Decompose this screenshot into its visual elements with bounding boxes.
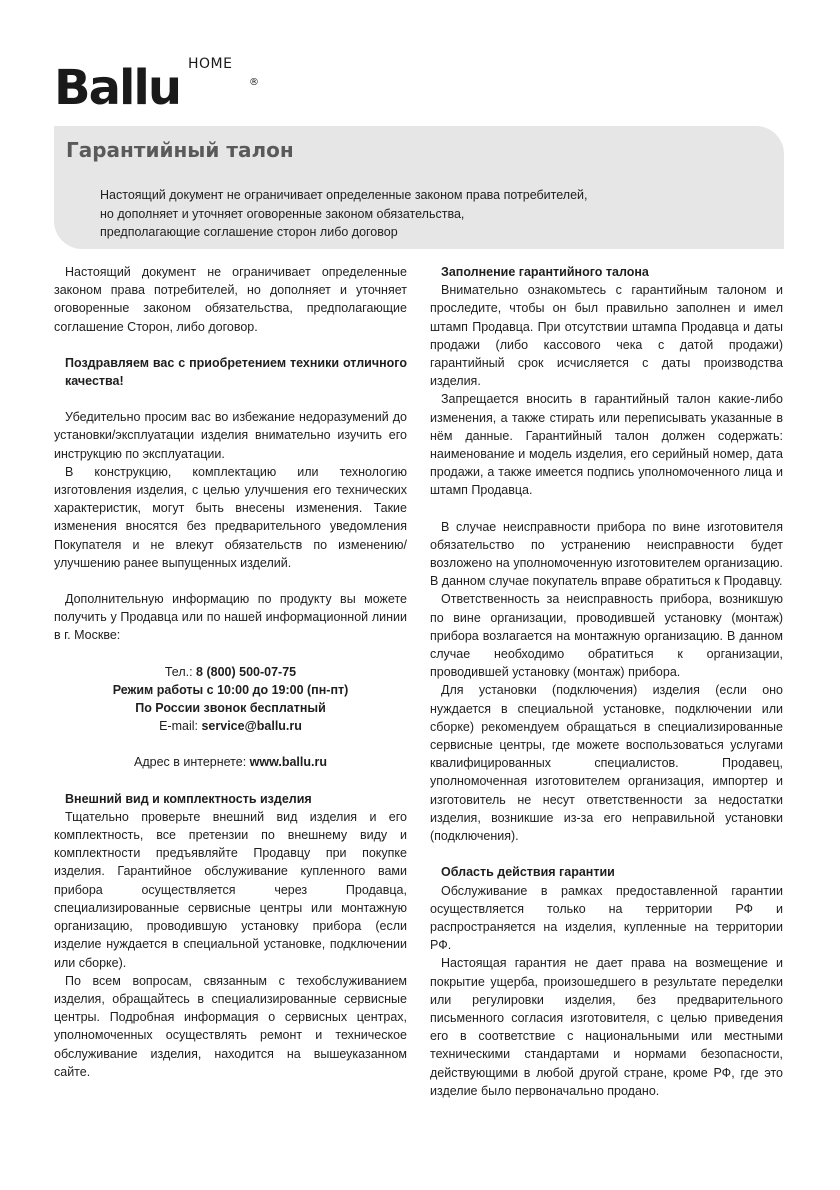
- free-call-note: По России звонок бесплатный: [135, 701, 326, 716]
- logo-brand: Ballu: [54, 60, 181, 116]
- intro-line: Настоящий документ не ограничивает определенные законом права потребителей,: [100, 188, 588, 202]
- website-label: Адрес в интернете:: [134, 755, 250, 770]
- congrats-heading: Поздравляем вас с приобретением техники отличного качества!: [65, 355, 407, 389]
- phone-label: Тел.:: [164, 664, 197, 679]
- paragraph-check-coupon: Внимательно ознакомьтесь с гарантийным талоном и проследите, чтобы он был правильно заполнен и имел штамп Продавца. При отсутствии штампа Продавца и даты продажи (либо кассового чека с датой продажи) гарантийный срок исчисляется с даты производства изделия.: [430, 283, 783, 389]
- logo-registered-mark: ®: [249, 77, 259, 88]
- paragraph-installation: Для установки (подключения) изделия (если оно нуждается в специальной установке, подключении или сборке) рекомендуем обращаться в специализированные сервисные центры, где можете воспользоваться услугами квалифицированных специалистов. Продавец, уполномоченная изготовителем организация, импортер и изготовитель не несут ответственности за недостатки изделия, возникшие из-за его неправильной установки (подключения).: [430, 683, 783, 844]
- phone-line: [54, 663, 407, 681]
- ballu-home-logo: [54, 56, 259, 116]
- page-title: Гарантийный талон: [66, 138, 294, 162]
- paragraph-installer-fault: Ответственность за неисправность прибора, возникшую по вине организации, проводившей установку (монтаж) прибора возлагается на монтажную организацию. В данном случае необходимо обратиться к организации, проводившей установку (монтаж) прибора.: [430, 592, 783, 680]
- email-line: [54, 717, 407, 735]
- phone-number: 8 (800) 500-07-75: [196, 664, 297, 679]
- paragraph-read-manual: Убедительно просим вас во избежание недоразумений до установки/эксплуатации изделия внимательно изучить его инструкцию по эксплуатации.: [54, 410, 407, 461]
- paragraph-no-changes: Запрещается вносить в гарантийный талон какие-либо изменения, а также стирать или переписывать указанные в нём данные. Гарантийный талон должен содержать: наименование и модель изделия, его серийный номер, дата продажи, а также имеется подпись уполномоченного лица и штамп Продавца.: [430, 392, 783, 498]
- left-column: [54, 263, 407, 1081]
- paragraph-no-compensation: Настоящая гарантия не дает права на возмещение и покрытие ущерба, произошедшего в результате переделки или регулировки изделия, без предварительного письменного согласия изготовителя, с целью приведения его в соответствие с национальными или местными техническими стандартами и нормами безопасности, действующими в любой другой стране, кроме РФ, где это изделие было первоначально продано.: [430, 956, 783, 1098]
- header-panel: [54, 126, 784, 249]
- right-column: [430, 263, 783, 1100]
- intro-text: [100, 186, 587, 242]
- scope-heading: Область действия гарантии: [441, 865, 615, 880]
- logo-home: HOME: [188, 56, 233, 72]
- paragraph-service-centers: По всем вопросам, связанным с техобслуживанием изделия, обращайтесь в специализированные сервисные центры. Подробная информация о сервисных центрах, уполномоченных осуществлять ремонт и техническое обслуживание изделия, находится на вышеуказанном сайте.: [54, 973, 407, 1079]
- website-line: [54, 753, 407, 771]
- appearance-heading: Внешний вид и комплектность изделия: [65, 791, 312, 806]
- website-url: www.ballu.ru: [249, 755, 327, 770]
- email-address: service@ballu.ru: [201, 719, 302, 734]
- paragraph-scope-intro: Настоящий документ не ограничивает определенные законом права потребителей, но дополняет и уточняет оговоренные законом обязательства, предполагающие соглашение Сторон, либо договор.: [54, 265, 407, 334]
- paragraph-more-info: Дополнительную информацию по продукту вы можете получить у Продавца или по нашей информационной линии в г. Москве:: [54, 592, 407, 643]
- filling-heading: Заполнение гарантийного талона: [441, 265, 649, 279]
- paragraph-check-appearance: Тщательно проверьте внешний вид изделия и его комплектность, все претензии по внешнему виду и комплектности предъявляйте Продавцу при покупке изделия. Гарантийное обслуживание купленного вами прибора осуществляется через Продавца, специализированные сервисные центры или монтажную организацию, проводившую установку прибора (если изделие нуждается в специальной установке, подключении или сборке).: [54, 809, 407, 970]
- email-label: E-mail:: [159, 719, 202, 734]
- intro-line: но дополняет и уточняет оговоренные законом обязательства,: [100, 206, 465, 221]
- paragraph-manufacturer-fault: В случае неисправности прибора по вине изготовителя обязательство по устранению неисправности будет возложено на уполномоченную изготовителем организацию. В данном случае покупатель вправе обратиться к Продавцу.: [430, 519, 783, 589]
- paragraph-design-changes: В конструкцию, комплектацию или технологию изготовления изделия, с целью улучшения его технических характеристик, могут быть внесены изменения. Такие изменения вносятся без предварительного уведомления Покупателя и не влекут обязательств по изменению/улучшению ранее выпущенных изделий.: [54, 464, 407, 570]
- contacts-block: [54, 663, 407, 772]
- paragraph-territory: Обслуживание в рамках предоставленной гарантии осуществляется только на территории РФ и распространяется на изделия, купленные на территории РФ.: [430, 883, 783, 953]
- intro-line: предполагающие соглашение сторон либо договор: [100, 225, 398, 239]
- working-hours: Режим работы с 10:00 до 19:00 (пн-пт): [112, 682, 349, 697]
